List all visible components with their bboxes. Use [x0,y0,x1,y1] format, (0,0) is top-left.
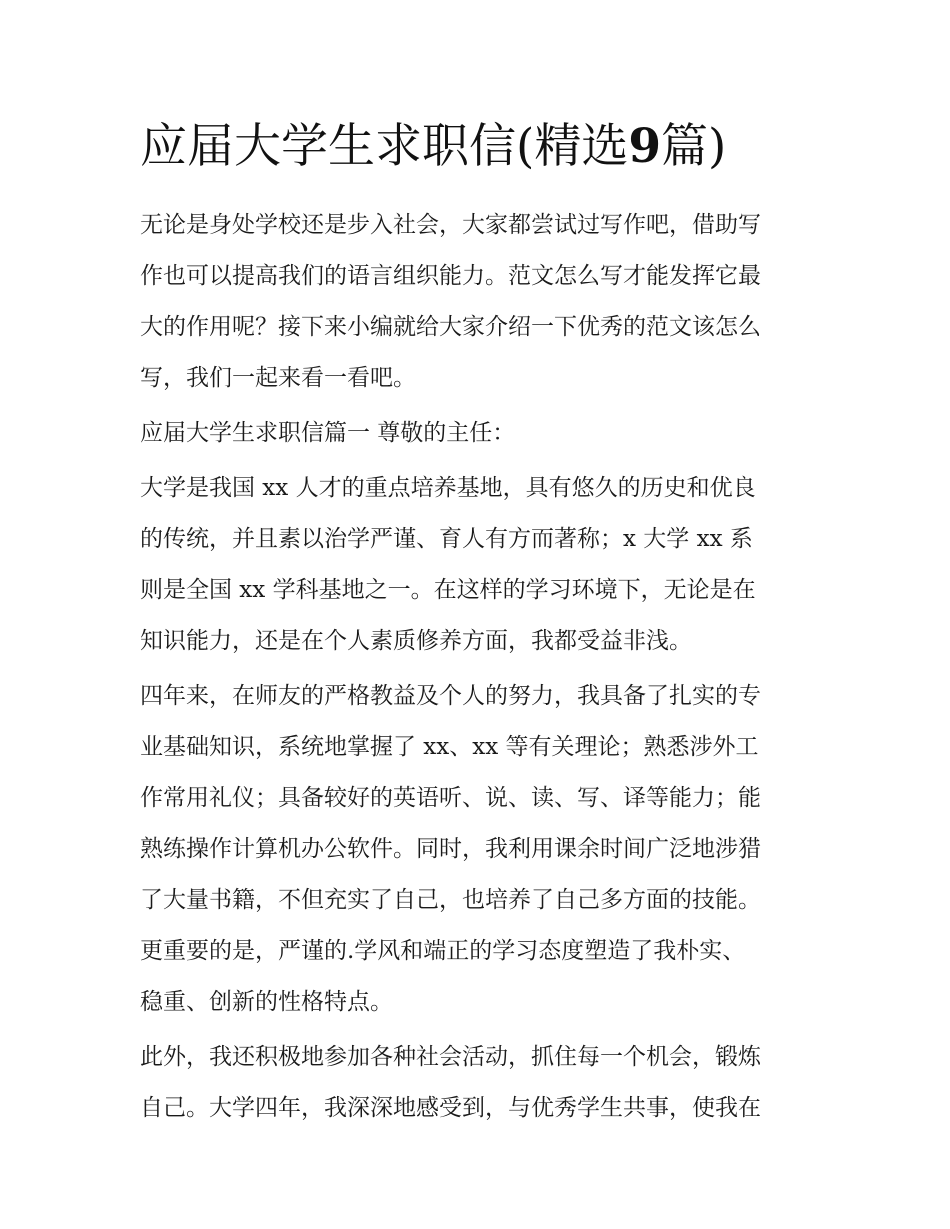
title-prefix: 应届大学生求职信(精选 [140,119,629,174]
text-line: 大学是我国 xx 人才的重点培养基地，具有悠久的历史和优良 [140,475,756,501]
paragraph-skills [140,671,820,1028]
text-line: 知识能力，还是在个人素质修养方面，我都受益非浅。 [140,628,692,654]
text-line: 作常用礼仪；具备较好的英语听、说、读、写、译等能力；能 [140,785,761,811]
text-line: 四年来，在师友的严格教益及个人的努力，我具备了扎实的专 [140,683,761,709]
text-line: 熟练操作计算机办公软件。同时，我利用课余时间广泛地涉猎 [140,836,761,862]
text-line: 业基础知识，系统地掌握了 xx、xx 等有关理论；熟悉涉外工 [140,734,759,760]
document-title [140,116,840,178]
text-line: 写，我们一起来看一看吧。 [140,365,416,391]
paragraph-intro [140,200,820,404]
paragraph-school [140,463,820,667]
text-line: 更重要的是，严谨的.学风和端正的学习态度塑造了我朴实、 [140,938,746,964]
text-line: 无论是身处学校还是步入社会，大家都尝试过写作吧，借助写 [140,212,761,238]
text-line: 应届大学生求职信篇一 尊敬的主任： [140,420,516,446]
text-line: 此外，我还积极地参加各种社会活动，抓住每一个机会，锻炼 [140,1044,761,1070]
text-line: 大的作用呢？接下来小编就给大家介绍一下优秀的范文该怎么 [140,314,761,340]
text-line: 作也可以提高我们的语言组织能力。范文怎么写才能发挥它最 [140,263,761,289]
paragraph-heading [140,408,820,459]
title-suffix: 篇) [661,119,727,174]
text-line: 则是全国 xx 学科基地之一。在这样的学习环境下，无论是在 [140,577,756,603]
text-line: 了大量书籍，不但充实了自己，也培养了自己多方面的技能。 [140,887,761,913]
document-body [140,200,820,1138]
paragraph-activities [140,1032,820,1134]
text-line: 自己。大学四年，我深深地感受到，与优秀学生共事，使我在 [140,1095,761,1121]
text-line: 稳重、创新的性格特点。 [140,989,393,1015]
title-number: 9 [628,119,662,174]
text-line: 的传统，并且素以治学严谨、育人有方而著称；x 大学 xx 系 [140,526,753,552]
